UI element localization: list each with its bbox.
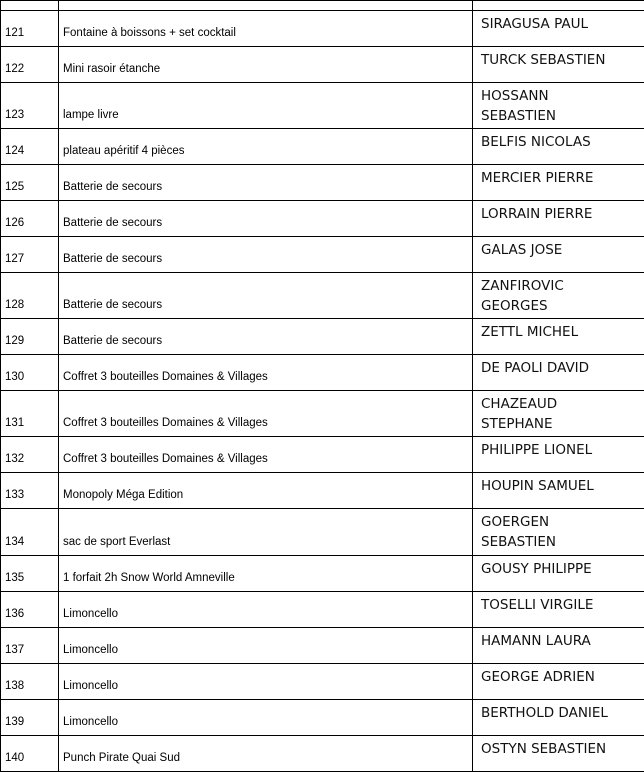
cell-lot-number: 124 [1, 129, 59, 165]
cell-lot-number: 122 [1, 47, 59, 83]
table-row [1, 663, 644, 699]
cell-prize-item: Limoncello [59, 699, 473, 735]
cell-winner-name: GALAS JOSE [473, 237, 644, 273]
cell-prize-item: Limoncello [59, 663, 473, 699]
cell-winner-name: HOUPIN SAMUEL [473, 473, 644, 509]
cell-winner-name: ZETTL MICHEL [473, 319, 644, 355]
cell-lot-number: 136 [1, 591, 59, 627]
cell-lot-number: 127 [1, 237, 59, 273]
cell-winner-name: GOUSY PHILIPPE [473, 555, 644, 591]
cell-winner-name: DE PAOLI DAVID [473, 355, 644, 391]
table-row [1, 699, 644, 735]
cell-lot-number: 123 [1, 83, 59, 129]
cell-winner-name: ZANFIROVIC GEORGES [473, 273, 644, 319]
cell-lot-number: 139 [1, 699, 59, 735]
cell-winner-name: BELFIS NICOLAS [473, 129, 644, 165]
cell-prize-item: Mini rasoir étanche [59, 47, 473, 83]
cell-lot-number: 126 [1, 201, 59, 237]
cell-prize-item: plateau apéritif 4 pièces [59, 129, 473, 165]
table-row [1, 473, 644, 509]
cell-winner-name: BERTHOLD DANIEL [473, 699, 644, 735]
cell-lot-number: 121 [1, 11, 59, 47]
cell-prize-item: Batterie de secours [59, 165, 473, 201]
table-row [1, 237, 644, 273]
table-row [1, 555, 644, 591]
cell-prize-item: Limoncello [59, 591, 473, 627]
table-row [1, 355, 644, 391]
cell-lot-number: 128 [1, 273, 59, 319]
cell-prize-item: Batterie de secours [59, 237, 473, 273]
cell-winner-name: HAMANN LAURA [473, 627, 644, 663]
cell-winner-name: SIRAGUSA PAUL [473, 11, 644, 47]
cell-prize-item: Batterie de secours [59, 273, 473, 319]
cell-prize-item: Coffret 3 bouteilles Domaines & Villages [59, 391, 473, 437]
cell-winner-name: LORRAIN PIERRE [473, 201, 644, 237]
cell-prize-item: Batterie de secours [59, 201, 473, 237]
cell-prize-item: Punch Pirate Quai Sud [59, 735, 473, 771]
cell-winner-name: HOSSANN SEBASTIEN [473, 83, 644, 129]
table-row [1, 437, 644, 473]
cell-prize-item: Fontaine à boissons + set cocktail [59, 11, 473, 47]
cell-winner-name: TOSELLI VIRGILE [473, 591, 644, 627]
table-row [1, 165, 644, 201]
cell-prize-item: sac de sport Everlast [59, 509, 473, 555]
table-row [1, 129, 644, 165]
cell-lot-number: 132 [1, 437, 59, 473]
table-row [1, 509, 644, 555]
cell-lot-number: 125 [1, 165, 59, 201]
partial-row-top [1, 1, 644, 11]
cell-winner-name: MERCIER PIERRE [473, 165, 644, 201]
table-row [1, 627, 644, 663]
cell-empty [59, 1, 473, 11]
cell-empty [1, 1, 59, 11]
cell-empty [473, 1, 644, 11]
table-row [1, 47, 644, 83]
cell-lot-number: 140 [1, 735, 59, 771]
prize-table-body [1, 1, 644, 772]
cell-lot-number: 133 [1, 473, 59, 509]
cell-lot-number: 130 [1, 355, 59, 391]
cell-lot-number: 137 [1, 627, 59, 663]
table-row [1, 273, 644, 319]
cell-lot-number: 131 [1, 391, 59, 437]
cell-prize-item: Coffret 3 bouteilles Domaines & Villages [59, 355, 473, 391]
table-row [1, 319, 644, 355]
table-row [1, 591, 644, 627]
cell-prize-item: Batterie de secours [59, 319, 473, 355]
cell-lot-number: 129 [1, 319, 59, 355]
table-row [1, 391, 644, 437]
cell-winner-name: CHAZEAUD STEPHANE [473, 391, 644, 437]
table-row [1, 201, 644, 237]
cell-prize-item: Monopoly Méga Edition [59, 473, 473, 509]
cell-lot-number: 134 [1, 509, 59, 555]
cell-lot-number: 138 [1, 663, 59, 699]
cell-winner-name: TURCK SEBASTIEN [473, 47, 644, 83]
cell-prize-item: 1 forfait 2h Snow World Amneville [59, 555, 473, 591]
cell-lot-number: 135 [1, 555, 59, 591]
table-row [1, 11, 644, 47]
cell-prize-item: Coffret 3 bouteilles Domaines & Villages [59, 437, 473, 473]
cell-winner-name: PHILIPPE LIONEL [473, 437, 644, 473]
cell-winner-name: GEORGE ADRIEN [473, 663, 644, 699]
cell-winner-name: GOERGEN SEBASTIEN [473, 509, 644, 555]
cell-winner-name: OSTYN SEBASTIEN [473, 735, 644, 771]
cell-prize-item: lampe livre [59, 83, 473, 129]
cell-prize-item: Limoncello [59, 627, 473, 663]
table-row [1, 83, 644, 129]
table-row [1, 735, 644, 771]
